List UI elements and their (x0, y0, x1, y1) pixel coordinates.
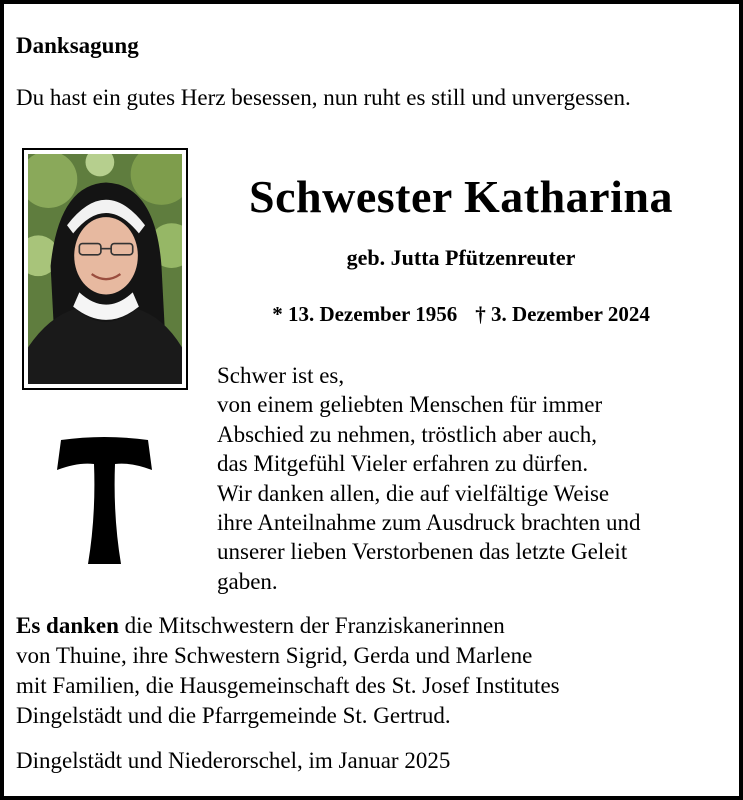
poem-line: Abschied zu nehmen, tröstlich aber auch, (217, 421, 598, 447)
poem-line: das Mitgefühl Vieler erfahren zu dürfen. (217, 451, 589, 477)
tau-cross-icon (57, 436, 152, 566)
birth-name: geb. Jutta Pfützenreuter (346, 245, 576, 270)
death-date: † 3. Dezember 2024 (475, 302, 650, 326)
place-and-date: Dingelstädt und Niederorschel, im Januar 2025 (16, 748, 451, 773)
poem-line: unserer lieben Verstorbenen das letzte Geleit (217, 539, 628, 565)
poem-line: Wir danken allen, die auf vielfältige Weise (217, 480, 610, 506)
thanks-line: mit Familien, die Hausgemeinschaft des St. Josef Institutes (16, 673, 560, 698)
thanks-first-line: die Mitschwestern der Franziskanerinnen (118, 613, 505, 638)
thanks-lead: Es danken (16, 613, 119, 638)
life-dates (200, 302, 722, 327)
deceased-name: Schwester Katharina (249, 171, 673, 222)
poem-line: von einem geliebten Menschen für immer (217, 392, 603, 418)
poem-line: Schwer ist es, (217, 363, 345, 388)
poem-line: ihre Anteilnahme zum Ausdruck brachten und (217, 510, 641, 536)
poem-line: gaben. (217, 568, 278, 594)
thanks-line: Dingelstädt und die Pfarrgemeinde St. Gertrud. (16, 703, 451, 728)
thanks-line: von Thuine, ihre Schwestern Sigrid, Gerda und Marlene (16, 643, 533, 668)
thanks-text (16, 611, 560, 731)
portrait-photo (28, 154, 182, 384)
portrait-frame (22, 148, 188, 390)
notice-heading: Danksagung (16, 33, 139, 58)
birth-date: * 13. Dezember 1956 (272, 302, 458, 326)
poem-text (217, 361, 640, 596)
motto: Du hast ein gutes Herz besessen, nun ruht es still und unvergessen. (16, 85, 631, 110)
thanks-line (16, 611, 560, 641)
